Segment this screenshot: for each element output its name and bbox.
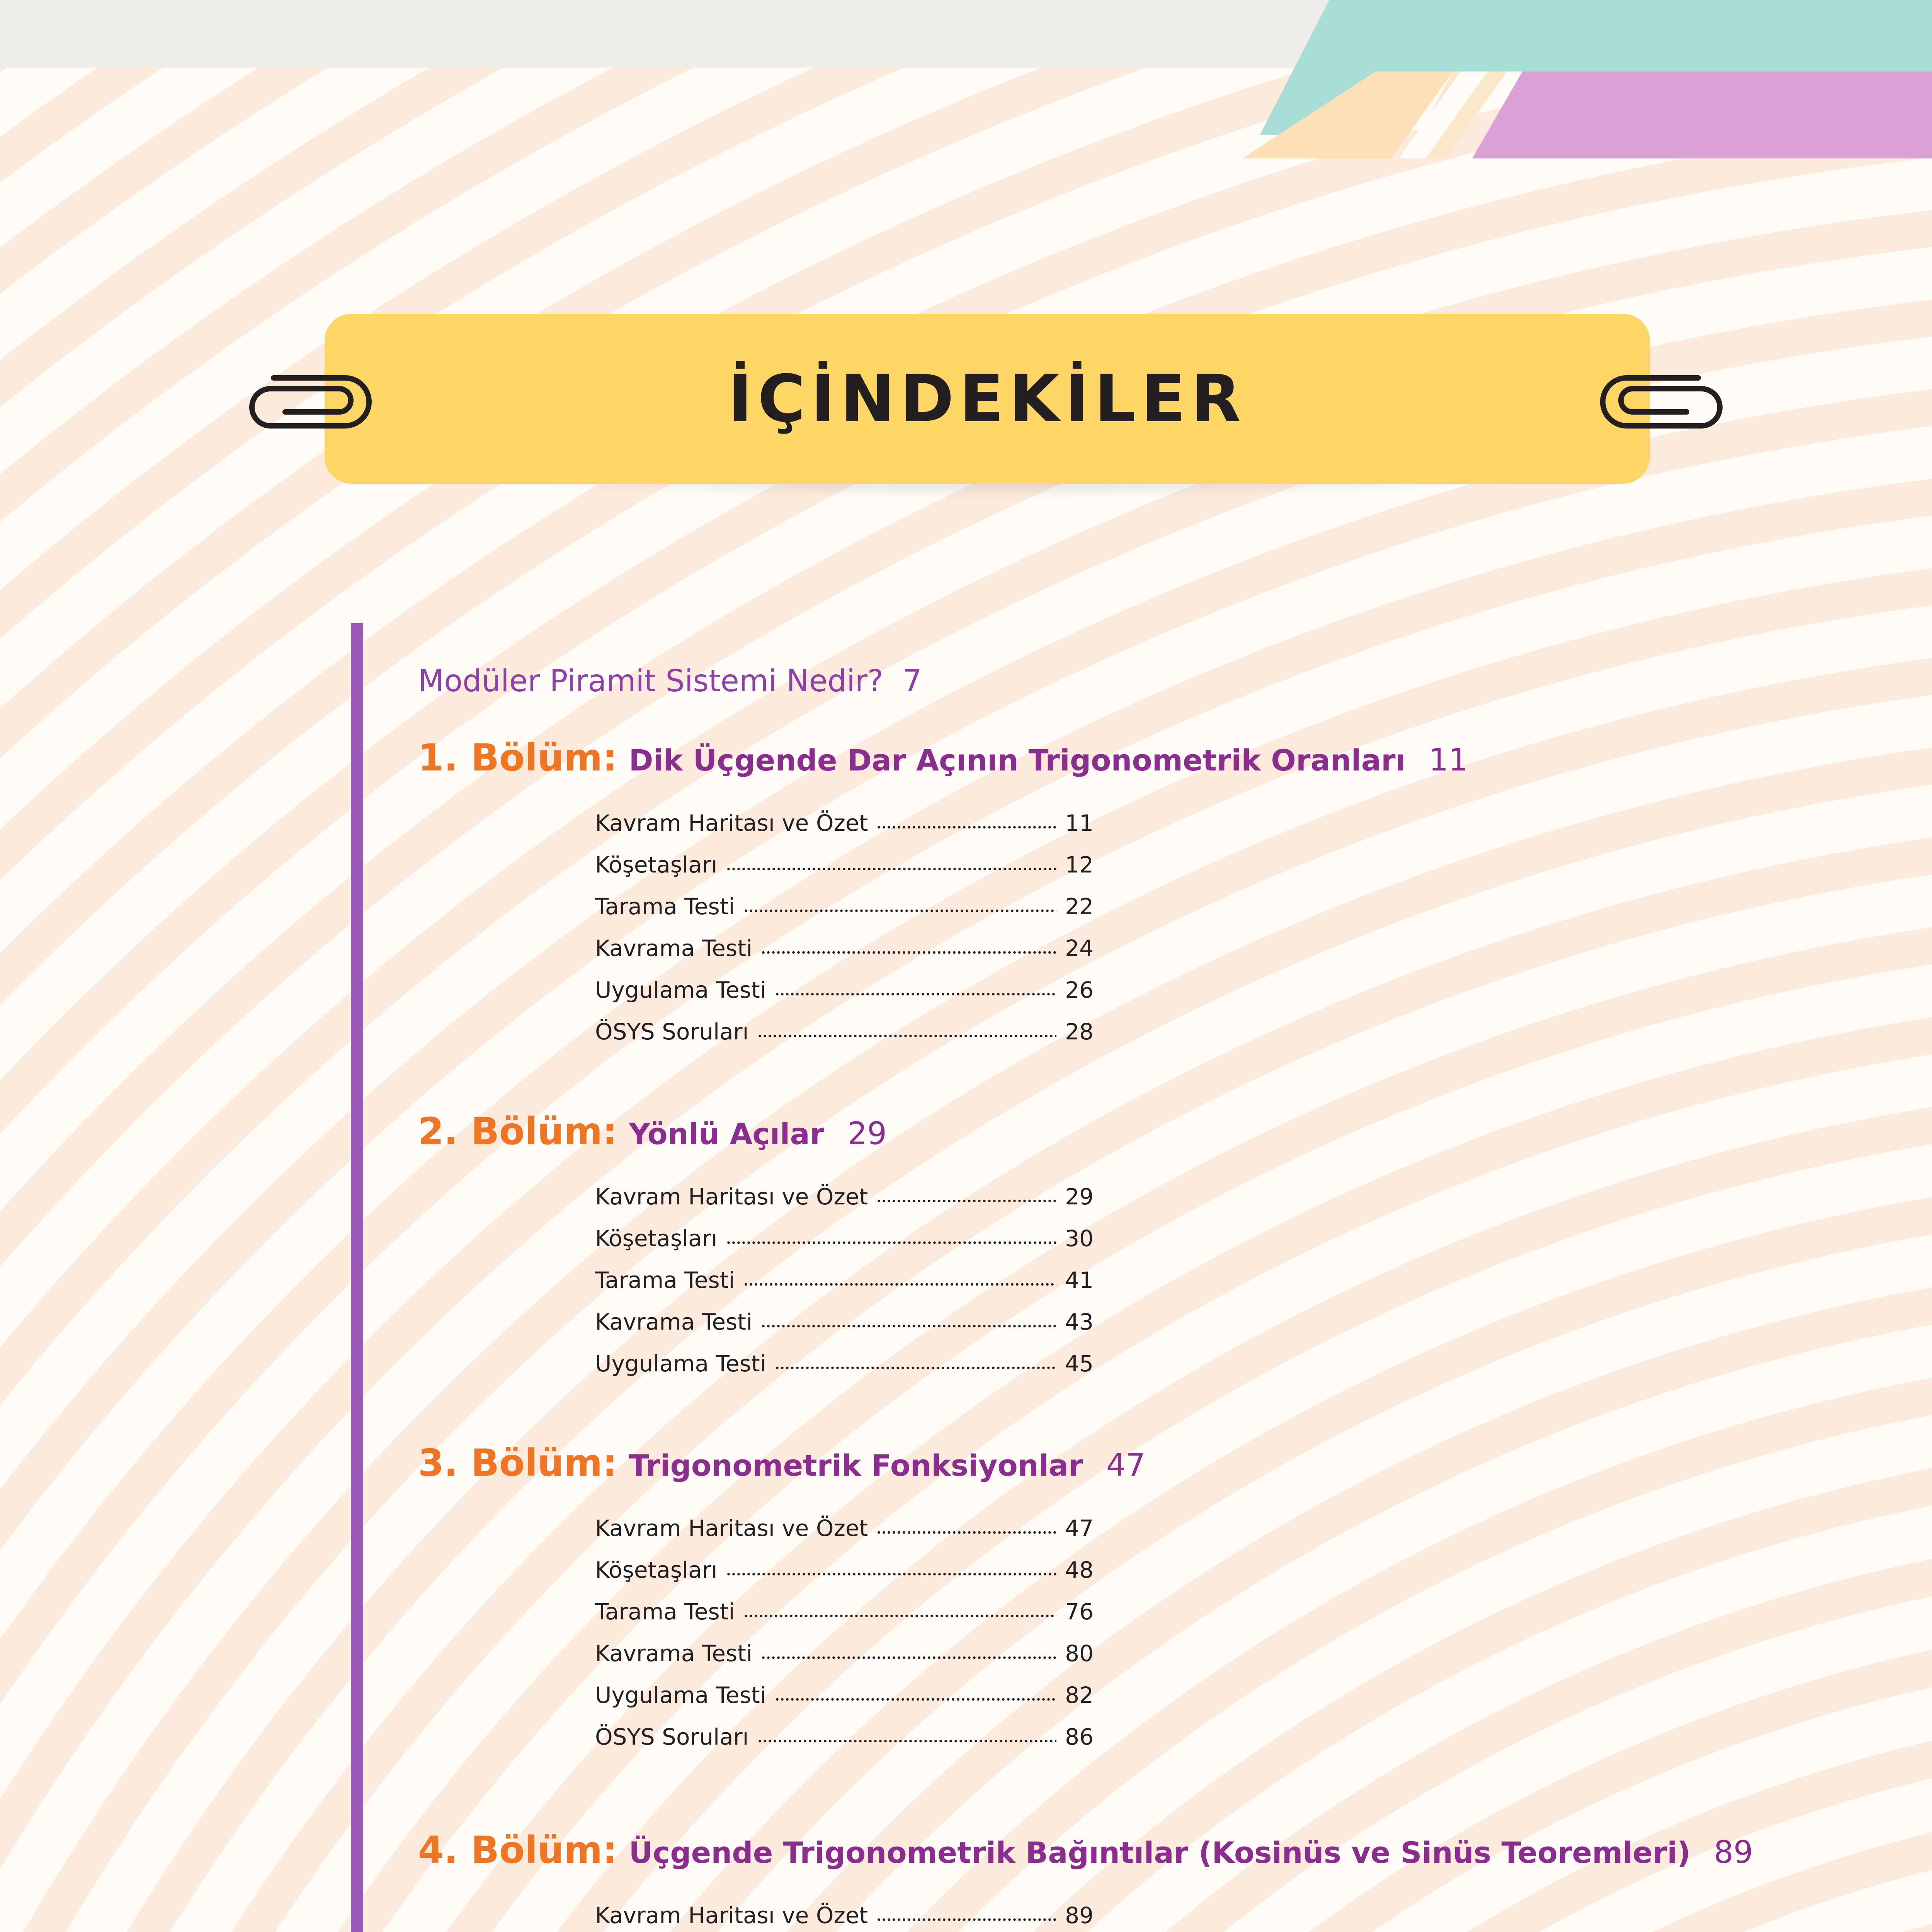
section-title: Yönlü Açılar [629,1117,825,1151]
intro-label: Modüler Piramit Sistemi Nedir? [418,664,884,699]
dot-leader [761,1656,1056,1659]
entry-label: Uygulama Testi [595,1350,766,1377]
entry-page: 80 [1065,1640,1094,1667]
entry-page: 89 [1065,1902,1094,1929]
dot-leader [726,867,1057,871]
entry-page: 28 [1065,1019,1094,1045]
toc-entry[interactable] [595,931,1094,966]
section-label: 4. Bölüm: [418,1828,617,1872]
dot-leader [726,1573,1057,1576]
section-1-heading[interactable] [418,736,1468,779]
entry-label: Kavrama Testi [595,935,753,961]
toc-entry[interactable] [595,1719,1094,1754]
entry-label: Uygulama Testi [595,1682,766,1708]
toc-entry[interactable] [595,889,1094,924]
section-label: 2. Bölüm: [418,1110,617,1153]
entry-page: 47 [1065,1515,1094,1541]
entry-page: 29 [1065,1184,1094,1210]
section-title: Üçgende Trigonometrik Bağıntılar (Kosinüs ve Sinüs Teoremleri) [629,1835,1691,1870]
entry-label: Kavram Haritası ve Özet [595,1515,868,1541]
toc-entry[interactable] [595,1346,1094,1381]
toc-entry[interactable] [595,1179,1094,1214]
dot-leader [876,1531,1056,1534]
toc-entry[interactable] [595,1304,1094,1339]
section-page: 89 [1714,1834,1753,1870]
section-3-heading[interactable] [418,1441,1146,1485]
dot-leader [775,993,1056,996]
toc-entry[interactable] [595,1636,1094,1671]
dot-leader [757,1740,1057,1743]
entry-page: 76 [1065,1599,1094,1625]
entry-label: Kavram Haritası ve Özet [595,1902,868,1929]
dot-leader [743,1283,1057,1286]
section-page: 29 [847,1116,887,1151]
entry-label: Tarama Testi [595,893,735,920]
entry-page: 22 [1065,893,1094,920]
entry-label: Kavram Haritası ve Özet [595,1184,868,1210]
toc-entry[interactable] [595,1594,1094,1629]
section-label: 1. Bölüm: [418,736,617,779]
entry-page: 45 [1065,1350,1094,1377]
section-label: 3. Bölüm: [418,1441,617,1485]
title-banner [325,314,1650,484]
dot-leader [876,1918,1056,1921]
section-4-heading[interactable] [418,1828,1753,1872]
dot-leader [876,826,1056,829]
entry-label: Köşetaşları [595,1557,718,1583]
toc-entry[interactable] [595,1511,1094,1546]
entry-page: 30 [1065,1225,1094,1252]
intro-line[interactable] [418,664,922,699]
entry-page: 43 [1065,1309,1094,1335]
entry-label: ÖSYS Soruları [595,1019,749,1045]
entry-label: Uygulama Testi [595,977,766,1003]
dot-leader [743,909,1057,912]
toc-entry[interactable] [595,1898,1094,1932]
section-title: Dik Üçgende Dar Açının Trigonometrik Oranları [629,743,1406,777]
entry-page: 11 [1065,810,1094,836]
dot-leader [757,1034,1057,1037]
side-accent-bar [351,623,363,1932]
entry-page: 24 [1065,935,1094,961]
entry-label: Tarama Testi [595,1267,735,1293]
dot-leader [876,1199,1056,1202]
toc-entry[interactable] [595,973,1094,1007]
entry-label: Kavrama Testi [595,1309,753,1335]
entry-label: Köşetaşları [595,1225,718,1252]
paperclip-right-icon [1596,371,1729,433]
toc-entry[interactable] [595,806,1094,840]
intro-page: 7 [903,664,922,699]
entry-label: Köşetaşları [595,852,718,878]
entry-page: 12 [1065,852,1094,878]
entry-label: ÖSYS Soruları [595,1724,749,1750]
entry-page: 41 [1065,1267,1094,1293]
dot-leader [761,1325,1056,1328]
dot-leader [761,951,1056,954]
section-page: 11 [1429,742,1468,778]
dot-leader [775,1366,1056,1369]
corner-decoration [0,0,1932,166]
toc-entry[interactable] [595,847,1094,882]
paperclip-left-icon [243,371,376,433]
toc-entry[interactable] [595,1014,1094,1049]
dot-leader [726,1241,1057,1244]
entry-label: Kavram Haritası ve Özet [595,810,868,836]
dot-leader [743,1614,1057,1617]
toc-entry[interactable] [595,1678,1094,1713]
section-page: 47 [1106,1447,1146,1483]
dot-leader [775,1698,1056,1701]
entry-page: 86 [1065,1724,1094,1750]
toc-entry[interactable] [595,1221,1094,1256]
toc-entry[interactable] [595,1553,1094,1587]
entry-label: Kavrama Testi [595,1640,753,1667]
entry-page: 26 [1065,977,1094,1003]
entry-label: Tarama Testi [595,1599,735,1625]
page-title: İÇİNDEKİLER [728,361,1247,437]
section-2-heading[interactable] [418,1110,887,1153]
toc-entry[interactable] [595,1263,1094,1298]
section-title: Trigonometrik Fonksiyonlar [629,1448,1083,1483]
entry-page: 82 [1065,1682,1094,1708]
entry-page: 48 [1065,1557,1094,1583]
